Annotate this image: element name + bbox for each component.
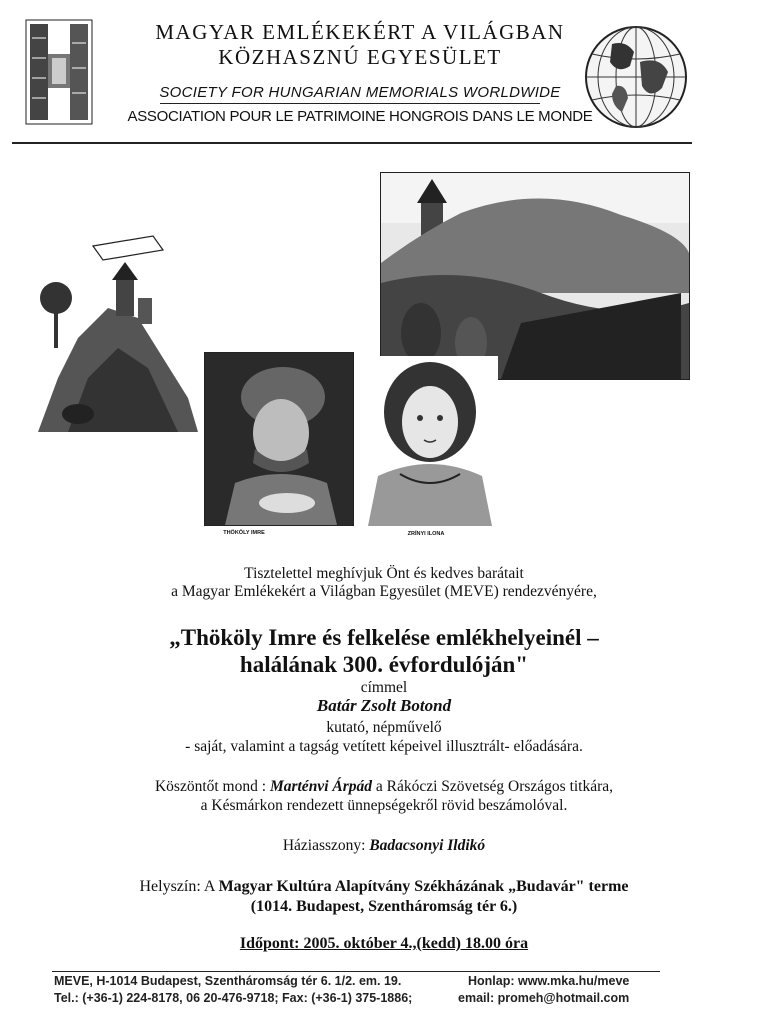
footer-rule [52, 971, 660, 972]
cimmel-text: címmel [360, 679, 408, 696]
greeting-prefix: Köszöntőt mond : [154, 778, 267, 795]
org-name-line1: MAGYAR EMLÉKEKÉRT A VILÁGBAN [155, 20, 565, 44]
footer-phones: Tel.: (+36-1) 224-8178, 06 20-476-9718; Fax: (+36-1) 375-1886; [54, 991, 413, 1005]
greeting-role: a Rákóczi Szövetség Országos titkára, [375, 778, 614, 795]
venue-label: Helyszín: A [139, 878, 215, 895]
event-time [0, 934, 768, 953]
header-logo-left [24, 18, 94, 126]
host-line [0, 836, 768, 855]
castle-rock-icon [38, 228, 198, 432]
event-time-text: Időpont: 2005. október 4.,(kedd) 18.00 óra [239, 935, 529, 952]
speaker-role: kutató, népművelő [326, 719, 442, 736]
host-name: Badacsonyi Ildikó [369, 837, 486, 854]
header-rule [12, 142, 692, 144]
portrait-zrinyi [358, 356, 498, 526]
venue-name: Magyar Kultúra Alapítvány Székházának „Budavár" terme [218, 878, 629, 895]
event-title-line1: „Thököly Imre és felkelése emlékhelyeinél – [169, 625, 599, 650]
monument-logo-icon [24, 18, 94, 126]
footer-homepage[interactable]: Honlap: www.mka.hu/meve [468, 974, 630, 988]
speaker-name: Batár Zsolt Botond [316, 696, 452, 715]
battle-scene-icon [381, 173, 689, 379]
invitation-line1: Tisztelettel meghívjuk Önt és kedves barátait [244, 565, 524, 582]
portrait-man-icon [205, 353, 353, 525]
venue-address: (1014. Budapest, Szentháromság tér 6.) [250, 898, 518, 915]
greeting-line2: a Késmárkon rendezett ünnepségekről rövid beszámolóval. [200, 797, 568, 814]
portrait-caption-thokoly: THÖKÖLY IMRE [223, 530, 265, 536]
illustration-castle [38, 228, 198, 432]
venue-line [0, 877, 768, 896]
divider [160, 103, 540, 104]
portrait-caption-zrinyi: ZRÍNYI ILONA [407, 531, 445, 537]
globe-icon [582, 22, 690, 132]
invitation-line2: a Magyar Emlékekért a Világban Egyesület (MEVE) rendezvényére, [171, 583, 597, 600]
footer-address: MEVE, H-1014 Budapest, Szentháromság tér 6. 1/2. em. 19. [54, 974, 402, 988]
event-title-line2: halálának 300. évfordulóján" [239, 652, 529, 677]
lecture-description: - saját, valamint a tagság vetített képeivel illusztrált- előadására. [185, 738, 583, 755]
greeting-line1 [0, 777, 768, 796]
org-name-english: SOCIETY FOR HUNGARIAN MEMORIALS WORLDWIDE [159, 84, 561, 101]
org-name [120, 20, 600, 70]
globe-logo [582, 22, 690, 132]
org-name-line2: KÖZHASZNÚ EGYESÜLET [218, 45, 502, 69]
portrait-woman-icon [358, 356, 498, 526]
illustration-battle [380, 172, 690, 380]
org-name-french: ASSOCIATION POUR LE PATRIMOINE HONGROIS DANS LE MONDE [127, 108, 593, 125]
portrait-thokoly [204, 352, 354, 526]
host-label: Háziasszony: [282, 837, 366, 854]
greeting-name: Marténvi Árpád [269, 778, 372, 795]
footer-email[interactable]: email: promeh@hotmail.com [458, 991, 630, 1005]
